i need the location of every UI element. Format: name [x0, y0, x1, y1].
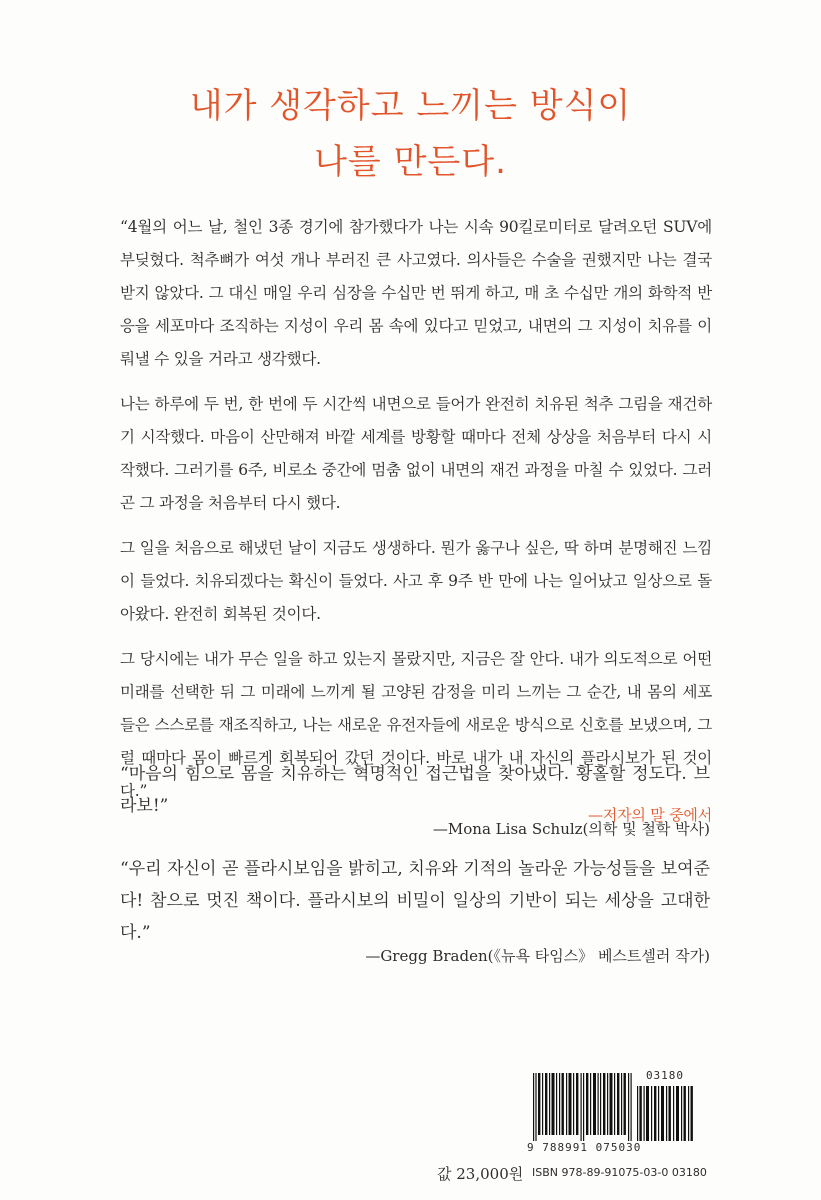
barcode-addon-number: 03180: [645, 1069, 685, 1082]
barcode-bars: [533, 1073, 633, 1141]
author-excerpt: [120, 211, 712, 826]
price: 값 23,000원: [437, 1165, 524, 1183]
endorsement-1: [120, 758, 710, 840]
endorsement-attribution: —Gregg Braden(《뉴욕 타임스》 베스트셀러 작가): [365, 947, 710, 965]
isbn-text: ISBN 978-89-91075-03-0 03180: [532, 1166, 707, 1179]
excerpt-attribution: —저자의 말 중에서: [588, 806, 712, 824]
excerpt-paragraph: 그 일을 처음으로 해냈던 날이 지금도 생생하다. 뭔가 옳구나 싶은, 딱 하며 분명해진 느낌이 들었다. 치유되겠다는 확신이 들었다. 사고 후 9주 반 만에 나는 일어났고 일상으로 돌아왔다. 완전히 회복된 것이다.: [120, 539, 712, 623]
isbn-barcode: [527, 1069, 697, 1157]
endorsement-quote: “마음의 힘으로 몸을 치유하는 혁명적인 접근법을 찾아냈다. 황홀할 정도다. 브라보!”: [120, 764, 710, 816]
barcode-number: 9 788991 075030: [527, 1141, 642, 1154]
headline-line-2: 나를 만든다.: [314, 142, 507, 182]
excerpt-paragraph: 나는 하루에 두 번, 한 번에 두 시간씩 내면으로 들어가 완전히 치유된 척추 그림을 재건하기 시작했다. 마음이 산만해져 바깥 세계를 방황할 때마다 전체 상상을 처음부터 다시 시작했다. 그러기를 6주, 비로소 중간에 멈춤 없이 내면의 재건 과정을 마칠 수 있었다. 그러곤 그 과정을 처음부터 다시 했다.: [120, 395, 712, 512]
endorsement-attribution: —Mona Lisa Schulz(의학 및 철학 박사): [432, 820, 710, 838]
barcode-addon-bars: [637, 1086, 693, 1141]
headline-line-1: 내가 생각하고 느끼는 방식이: [189, 86, 632, 126]
headline: [0, 78, 821, 190]
endorsement-2: [120, 853, 710, 967]
excerpt-paragraph: “4월의 어느 날, 철인 3종 경기에 참가했다가 나는 시속 90킬로미터로 달려오던 SUV에 부딪혔다. 척추뼈가 여섯 개나 부러진 큰 사고였다. 의사들은 수술을 권했지만 나는 결국 받지 않았다. 그 대신 매일 우리 심장을 수십만 번 뛰게 하고, 매 초 수십만 개의 화학적 반응을 세포마다 조직하는 지성이 우리 몸 속에 있다고 믿었고, 내면의 그 지성이 치유를 이뤄낼 수 있을 거라고 생각했다.: [120, 218, 712, 368]
endorsement-quote: “우리 자신이 곧 플라시보임을 밝히고, 치유와 기적의 놀라운 가능성들을 보여준다! 참으로 멋진 책이다. 플라시보의 비밀이 일상의 기반이 되는 세상을 고대한다.”: [120, 859, 710, 943]
excerpt-paragraph: 그 당시에는 내가 무슨 일을 하고 있는지 몰랐지만, 지금은 잘 안다. 내가 의도적으로 어떤 미래를 선택한 뒤 그 미래에 느끼게 될 고양된 감정을 미리 느끼는 그 순간, 내 몸의 세포들은 스스로를 재조직하고, 나는 새로운 유전자들에 새로운 방식으로 신호를 보냈으며, 그럴 때마다 몸이 빠르게 회복되어 갔던 것이다. 바로 내가 내 자신의 플라시보가 된 것이다.”: [120, 650, 712, 800]
